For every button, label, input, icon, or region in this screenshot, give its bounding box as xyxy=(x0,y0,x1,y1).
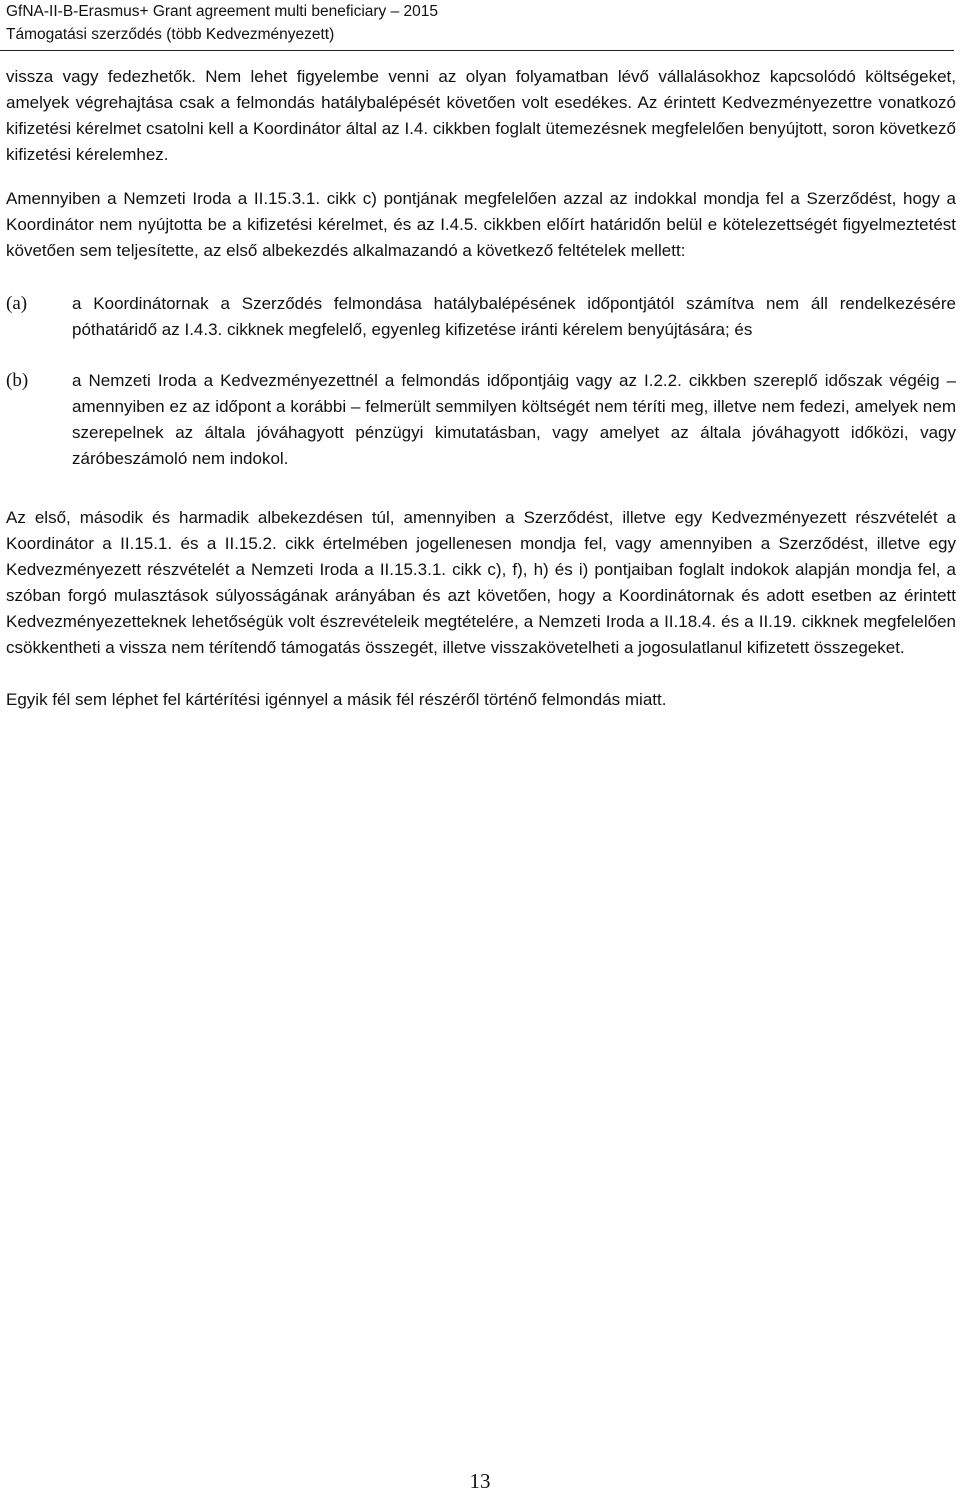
list-item-a xyxy=(6,291,956,343)
paragraph-grant-reduction: Az első, második és harmadik albekezdésen túl, amennyiben a Szerződést, illetve egy Kedvezményezett részvételét a Koordinátor a II.15.1. és a II.15.2. cikk értelmében jogellenesen mondja fel, vagy amennyiben a Szerződést, illetve egy Kedvezményezett részvételét a Nemzeti Iroda a II.15.3.1. cikk c), f), h) és i) pontjaiban foglalt indokok alapján mondja fel, a szóban forgó mulasztások súlyosságának arányában és azt követően, hogy a Koordinátornak és adott esetben az érintett Kedvezményezetteknek lehetőségük volt észrevételeik megtételére, a Nemzeti Iroda a II.18.4. és a II.19. cikknek megfelelően csökkentheti a vissza nem térítendő támogatás összegét, illetve visszakövetelheti a jogosulatlanul kifizetett összegeket. xyxy=(6,508,956,657)
paragraph-no-damages: Egyik fél sem léphet fel kártérítési igénnyel a másik fél részéről történő felmondás miatt. xyxy=(6,690,667,709)
header-contract-type: Támogatási szerződés (több Kedvezményezett) xyxy=(6,26,335,43)
document-body xyxy=(6,64,956,713)
page-header xyxy=(6,0,956,46)
paragraph-termination-conditions: Amennyiben a Nemzeti Iroda a II.15.3.1. cikk c) pontjának megfelelően azzal az indokkal mondja fel a Szerződést, hogy a Koordinátor nem nyújtotta be a kifizetési kérelmet, és az I.4.5. cikkben előírt határidőn belül e kötelezettségét figyelmeztetést követően sem teljesítette, az első albekezdés alkalmazandó a következő feltételek mellett: xyxy=(6,189,956,260)
header-grant-title: GfNA-II-B-Erasmus+ Grant agreement multi beneficiary – 2015 xyxy=(6,3,439,20)
list-item-label: (b) xyxy=(6,370,29,391)
list-item-b xyxy=(6,368,956,472)
header-divider xyxy=(0,50,954,51)
list-item-text: a Nemzeti Iroda a Kedvezményezettnél a felmondás időpontjáig vagy az I.2.2. cikkben szereplő időszak végéig – amennyiben ez az időpont a korábbi – felmerült semmilyen költségét nem téríti meg, illetve nem fedezi, amelyek nem szerepelnek az általa jóváhagyott pénzügyi kimutatásban, vagy amelyet az általa jóváhagyott időközi, vagy záróbeszámoló nem indokol. xyxy=(72,371,956,468)
page-number: 13 xyxy=(469,1469,491,1493)
paragraph-costs: vissza vagy fedezhetők. Nem lehet figyelembe venni az olyan folyamatban lévő vállalásokhoz kapcsolódó költségeket, amelyek végrehajtása csak a felmondás hatálybalépését követően volt esedékes. Az érintett Kedvezményezettre vonatkozó kifizetési kérelmet csatolni kell a Koordinátor által az I.4. cikkben foglalt ütemezésnek megfelelően benyújtott, soron következő kifizetési kérelemhez. xyxy=(6,67,956,164)
list-item-text: a Koordinátornak a Szerződés felmondása hatálybalépésének időpontjától számítva nem áll rendelkezésére póthatáridő az I.4.3. cikknek megfelelő, egyenleg kifizetése iránti kérelem benyújtására; és xyxy=(72,294,956,339)
list-item-label: (a) xyxy=(6,293,28,314)
